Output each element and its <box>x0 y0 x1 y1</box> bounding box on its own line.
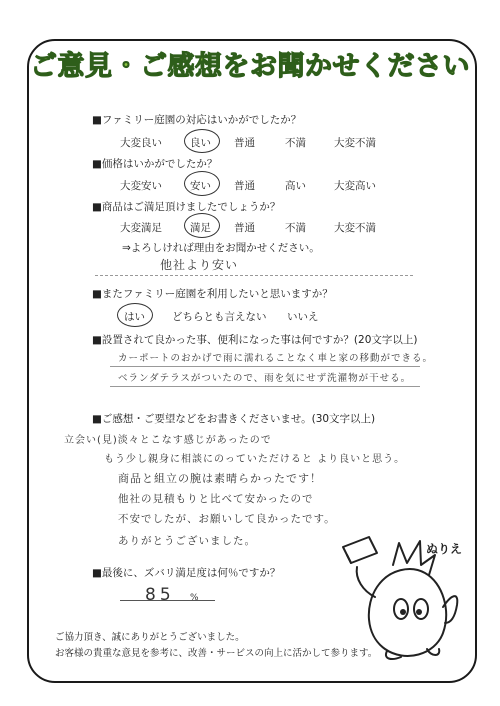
percent-unit: % <box>190 593 199 603</box>
option-no[interactable]: いいえ <box>287 311 319 323</box>
option-satisfied[interactable]: 満足 <box>190 222 211 234</box>
option-very-dissatisfied[interactable]: 大変不満 <box>334 137 376 149</box>
survey-title: ご意見・ご感想をお聞かせください <box>30 51 470 82</box>
question-comments: ■ご感想・ご要望などをお書きくださいませ。(30文字以上) <box>92 413 376 425</box>
question-satisfaction: ■最後に、ズバリ満足度は何％ですか？ <box>92 567 281 579</box>
selected-circle-mark <box>117 303 153 327</box>
answer-line <box>110 386 420 387</box>
comment-line-6[interactable]: ありがとうございました。 <box>118 535 256 547</box>
satisfaction-value[interactable]: 85 <box>145 585 175 605</box>
option-dissatisfied[interactable]: 不満 <box>285 222 306 234</box>
selected-circle-mark <box>184 129 220 153</box>
answer-line <box>95 275 413 276</box>
option-very-dissatisfied[interactable]: 大変不満 <box>334 222 376 234</box>
reason-answer[interactable]: 他社より安い <box>160 258 239 272</box>
option-very-satisfied[interactable]: 大変満足 <box>120 222 162 234</box>
improvement-line: お客様の貴重な意見を参考に、改善・サービスの向上に活かして参ります。 <box>55 648 378 659</box>
option-normal[interactable]: 普通 <box>234 222 255 234</box>
option-cheap[interactable]: 安い <box>190 180 211 192</box>
comment-line-1[interactable]: 立会い(見)淡々とこなす感じがあったので <box>64 435 272 446</box>
reason-hint: ⇒よろしければ理由をお聞かせください。 <box>122 242 320 254</box>
good-points-line-1[interactable]: カーポートのおかげで雨に濡れることなく車と家の移動ができる。 <box>118 353 434 364</box>
option-normal[interactable]: 普通 <box>234 137 255 149</box>
question-service: ■ファミリー庭園の対応はいかがでしたか？ <box>92 114 302 126</box>
comment-line-4[interactable]: 他社の見積もりと比べて安かったので <box>118 493 314 505</box>
comment-line-2[interactable]: もう少し親身に相談にのっていただけると より良いと思う。 <box>104 454 406 465</box>
option-dissatisfied[interactable]: 不満 <box>285 137 306 149</box>
option-very-cheap[interactable]: 大変安い <box>120 180 162 192</box>
mascot-name: ぬりえ <box>426 542 463 556</box>
option-very-good[interactable]: 大変良い <box>120 137 162 149</box>
selected-circle-mark <box>184 213 220 238</box>
option-expensive[interactable]: 高い <box>285 180 306 192</box>
selected-circle-mark <box>184 171 220 196</box>
option-good[interactable]: 良い <box>190 137 211 149</box>
answer-line <box>110 366 420 367</box>
comment-line-3[interactable]: 商品と組立の腕は素晴らかったです！ <box>118 472 322 485</box>
good-points-line-2[interactable]: ベランダテラスがついたので、雨を気にせず洗濯物が干せる。 <box>118 373 412 384</box>
option-normal[interactable]: 普通 <box>234 180 255 192</box>
option-very-expensive[interactable]: 大変高い <box>334 180 376 192</box>
question-price: ■価格はいかがでしたか？ <box>92 158 218 170</box>
mascot-illustration <box>325 525 465 665</box>
question-product: ■商品はご満足頂けましたでしょうか？ <box>92 201 281 213</box>
question-good-points: ■設置されて良かった事、便利になった事は何ですか？(20文字以上) <box>92 334 418 346</box>
question-repeat: ■またファミリー庭園を利用したいと思いますか？ <box>92 288 333 300</box>
option-neither[interactable]: どちらとも言えない <box>172 311 267 323</box>
thanks-line: ご協力頂き、誠にありがとうございました。 <box>55 632 245 643</box>
rating-underline <box>120 600 215 601</box>
option-yes[interactable]: はい <box>124 311 145 323</box>
comment-line-5[interactable]: 不安でしたが、お願いして良かったです。 <box>118 513 336 525</box>
